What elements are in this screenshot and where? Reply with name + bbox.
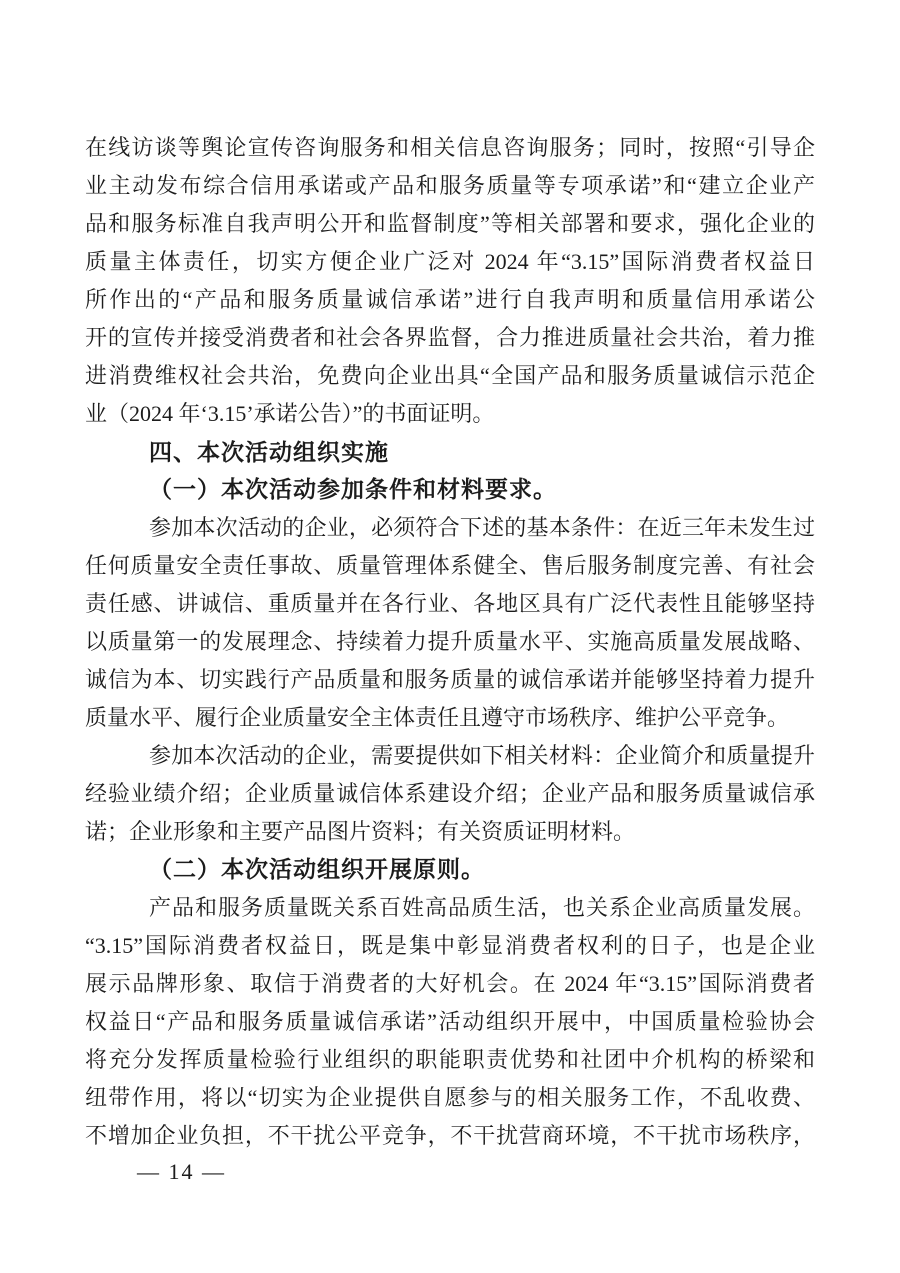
body-line: 质量水平、履行企业质量安全主体责任且遵守市场秩序、维护公平竞争。 (85, 705, 790, 730)
body-line: 产品和服务质量既关系百姓高品质生活，也关系企业高质量发展。 (149, 895, 815, 920)
body-line: 参加本次活动的企业，必须符合下述的基本条件：在近三年未发生过 (149, 515, 815, 540)
body-line: 以质量第一的发展理念、持续着力提升质量水平、实施高质量发展战略、 (85, 629, 815, 654)
body-line: 诚信为本、切实践行产品质量和服务质量的诚信承诺并能够坚持着力提升 (85, 667, 815, 692)
document-body (85, 129, 815, 1155)
body-line: 经验业绩介绍；企业质量诚信体系建设介绍；企业产品和服务质量诚信承 (85, 781, 815, 806)
page-number: — 14 — (137, 1159, 226, 1184)
page-footer (137, 1153, 226, 1191)
heading-level-2: （二）本次活动组织开展原则。 (149, 857, 485, 882)
body-line: 权益日“产品和服务质量诚信承诺”活动组织开展中，中国质量检验协会 (85, 1009, 815, 1034)
body-line: 展示品牌形象、取信于消费者的大好机会。在 2024 年“3.15”国际消费者 (85, 971, 815, 996)
body-line: 业（2024 年‘3.15’承诺公告）”的书面证明。 (85, 401, 495, 426)
body-line: 任何质量安全责任事故、质量管理体系健全、售后服务制度完善、有社会 (85, 553, 815, 578)
body-line: 责任感、讲诚信、重质量并在各行业、各地区具有广泛代表性且能够坚持 (85, 591, 815, 616)
body-line: 诺；企业形象和主要产品图片资料；有关资质证明材料。 (85, 819, 636, 844)
heading-level-2: （一）本次活动参加条件和材料要求。 (149, 477, 557, 502)
body-line: 质量主体责任，切实方便企业广泛对 2024 年“3.15”国际消费者权益日 (85, 249, 815, 274)
body-line: 开的宣传并接受消费者和社会各界监督，合力推进质量社会共治，着力推 (85, 325, 815, 350)
body-line: 参加本次活动的企业，需要提供如下相关材料：企业简介和质量提升 (149, 743, 815, 768)
body-line: “3.15”国际消费者权益日，既是集中彰显消费者权利的日子，也是企业 (85, 933, 815, 958)
body-line: 纽带作用，将以“切实为企业提供自愿参与的相关服务工作，不乱收费、 (85, 1085, 815, 1110)
body-line: 将充分发挥质量检验行业组织的职能职责优势和社团中介机构的桥梁和 (85, 1047, 815, 1072)
body-line: 业主动发布综合信用承诺或产品和服务质量等专项承诺”和“建立企业产 (85, 173, 815, 198)
body-line: 所作出的“产品和服务质量诚信承诺”进行自我声明和质量信用承诺公 (85, 287, 815, 312)
body-line: 不增加企业负担，不干扰公平竞争，不干扰营商环境，不干扰市场秩序， (85, 1123, 815, 1148)
body-line: 品和服务标准自我声明公开和监督制度”等相关部署和要求，强化企业的 (85, 211, 815, 236)
body-line: 进消费维权社会共治，免费向企业出具“全国产品和服务质量诚信示范企 (85, 363, 815, 388)
heading-level-1: 四、本次活动组织实施 (149, 439, 389, 465)
body-line: 在线访谈等舆论宣传咨询服务和相关信息咨询服务；同时，按照“引导企 (85, 135, 815, 160)
